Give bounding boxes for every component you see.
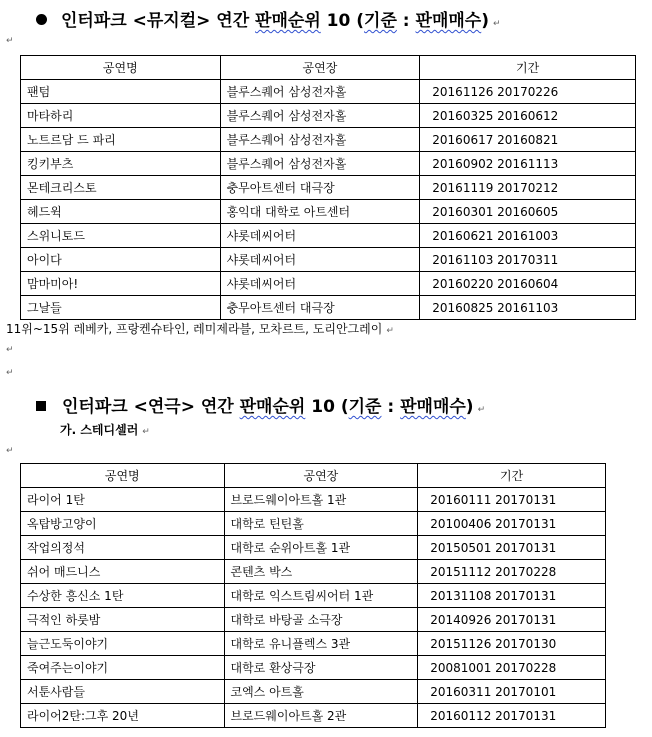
paragraph-mark-icon: ↵ (6, 368, 14, 378)
show-name-cell: 킹키부츠 (21, 152, 221, 176)
table-row (21, 656, 606, 680)
venue-cell: 샤롯데씨어터 (220, 272, 420, 296)
table-header-row (21, 56, 636, 80)
show-name-cell: 늘근도둑이야기 (21, 632, 225, 656)
venue-cell: 블루스퀘어 삼성전자홀 (220, 80, 420, 104)
show-name-cell: 작업의정석 (21, 536, 225, 560)
venue-cell: 충무아트센터 대극장 (220, 176, 420, 200)
play-ranking-table (20, 463, 606, 728)
venue-cell: 샤롯데씨어터 (220, 224, 420, 248)
paragraph-mark-icon: ↵ (142, 427, 150, 437)
title-underlined-text: 판매순위 (255, 11, 321, 31)
venue-cell: 대학로 익스트림씨어터 1관 (224, 584, 418, 608)
table-row (21, 296, 636, 320)
title-criteria-label: 기준 (364, 11, 397, 31)
period-cell: 20161119 20170212 (420, 176, 636, 200)
column-header: 공연장 (220, 56, 420, 80)
show-name-cell: 수상한 흥신소 1탄 (21, 584, 225, 608)
title-text: ) (481, 11, 489, 31)
show-name-cell: 쉬어 매드니스 (21, 560, 225, 584)
table-row (21, 704, 606, 728)
period-cell: 20161103 20170311 (420, 248, 636, 272)
venue-cell: 대학로 틴틴홀 (224, 512, 418, 536)
period-cell: 20160902 20161113 (420, 152, 636, 176)
venue-cell: 블루스퀘어 삼성전자홀 (220, 128, 420, 152)
column-header: 기간 (420, 56, 636, 80)
table-row (21, 488, 606, 512)
table-row (21, 224, 636, 248)
title-text: : (396, 11, 416, 31)
show-name-cell: 서툰사람들 (21, 680, 225, 704)
play-section-title (36, 392, 485, 417)
show-name-cell: 죽여주는이야기 (21, 656, 225, 680)
show-name-cell: 그날들 (21, 296, 221, 320)
table-row (21, 80, 636, 104)
paragraph-mark-icon: ↵ (6, 36, 14, 46)
period-cell: 20150501 20170131 (418, 536, 606, 560)
table-row (21, 512, 606, 536)
show-name-cell: 라이어 1탄 (21, 488, 225, 512)
table-row (21, 176, 636, 200)
period-cell: 20140926 20170131 (418, 608, 606, 632)
table-row (21, 152, 636, 176)
period-cell: 20160220 20160604 (420, 272, 636, 296)
period-cell: 20100406 20170131 (418, 512, 606, 536)
period-cell: 20160621 20161003 (420, 224, 636, 248)
venue-cell: 코엑스 아트홀 (224, 680, 418, 704)
show-name-cell: 마타하리 (21, 104, 221, 128)
table-row (21, 128, 636, 152)
title-text: 인터파크 <연극> 연간 (62, 397, 240, 417)
show-name-cell: 스위니토드 (21, 224, 221, 248)
show-name-cell: 팬텀 (21, 80, 221, 104)
show-name-cell: 아이다 (21, 248, 221, 272)
table-row (21, 560, 606, 584)
title-criteria-value: 판매매수 (400, 397, 466, 417)
column-header: 공연명 (21, 56, 221, 80)
musical-section-title (36, 6, 501, 31)
title-criteria-value: 판매매수 (415, 11, 482, 31)
venue-cell: 대학로 순위아트홀 1관 (224, 536, 418, 560)
venue-cell: 충무아트센터 대극장 (220, 296, 420, 320)
venue-cell: 콘텐츠 박스 (224, 560, 418, 584)
title-text: ) (465, 397, 474, 417)
period-cell: 20160825 20161103 (420, 296, 636, 320)
musical-rank-11-15-note (6, 320, 394, 337)
title-text: 인터파크 <뮤지컬> 연간 (61, 11, 256, 31)
table-row (21, 248, 636, 272)
table-row (21, 608, 606, 632)
column-header: 공연장 (224, 464, 418, 488)
paragraph-mark-icon: ↵ (6, 345, 14, 355)
table-row (21, 584, 606, 608)
table-row (21, 680, 606, 704)
table-row (21, 536, 606, 560)
period-cell: 20151112 20170228 (418, 560, 606, 584)
venue-cell: 대학로 환상극장 (224, 656, 418, 680)
bullet-square-icon (36, 401, 46, 411)
paragraph-mark-icon: ↵ (6, 446, 14, 456)
show-name-cell: 맘마미아! (21, 272, 221, 296)
subheading-text: 가. 스테디셀러 (60, 423, 139, 437)
show-name-cell: 몬테크리스토 (21, 176, 221, 200)
paragraph-mark-icon: ↵ (493, 19, 501, 29)
table-row (21, 104, 636, 128)
note-text: 11위~15위 레베카, 프랑켄슈타인, 레미제라블, 모차르트, 도리안그레이 (6, 322, 383, 336)
period-cell: 20160301 20160605 (420, 200, 636, 224)
venue-cell: 블루스퀘어 삼성전자홀 (220, 104, 420, 128)
table-row (21, 200, 636, 224)
musical-ranking-table (20, 55, 636, 320)
paragraph-mark-icon: ↵ (386, 326, 394, 336)
venue-cell: 홍익대 대학로 아트센터 (220, 200, 420, 224)
venue-cell: 대학로 바탕골 소극장 (224, 608, 418, 632)
period-cell: 20160112 20170131 (418, 704, 606, 728)
period-cell: 20160325 20160612 (420, 104, 636, 128)
show-name-cell: 옥탑방고양이 (21, 512, 225, 536)
venue-cell: 샤롯데씨어터 (220, 248, 420, 272)
bullet-circle-icon (36, 14, 47, 25)
title-text: : (381, 397, 401, 417)
venue-cell: 브로드웨이아트홀 2관 (224, 704, 418, 728)
venue-cell: 대학로 유니플렉스 3관 (224, 632, 418, 656)
period-cell: 20081001 20170228 (418, 656, 606, 680)
table-row (21, 632, 606, 656)
column-header: 기간 (418, 464, 606, 488)
period-cell: 20160617 20160821 (420, 128, 636, 152)
steady-seller-subheading (60, 421, 150, 438)
title-text: 10 ( (320, 11, 365, 31)
show-name-cell: 극적인 하룻밤 (21, 608, 225, 632)
table-row (21, 272, 636, 296)
show-name-cell: 라이어2탄:그후 20년 (21, 704, 225, 728)
show-name-cell: 헤드윅 (21, 200, 221, 224)
table-header-row (21, 464, 606, 488)
period-cell: 20160111 20170131 (418, 488, 606, 512)
period-cell: 20161126 20170226 (420, 80, 636, 104)
paragraph-mark-icon: ↵ (477, 405, 486, 415)
title-text: 10 ( (305, 397, 349, 417)
venue-cell: 브로드웨이아트홀 1관 (224, 488, 418, 512)
period-cell: 20160311 20170101 (418, 680, 606, 704)
title-criteria-label: 기준 (348, 397, 382, 417)
show-name-cell: 노트르담 드 파리 (21, 128, 221, 152)
column-header: 공연명 (21, 464, 225, 488)
venue-cell: 블루스퀘어 삼성전자홀 (220, 152, 420, 176)
period-cell: 20131108 20170131 (418, 584, 606, 608)
title-underlined-text: 판매순위 (239, 397, 306, 417)
period-cell: 20151126 20170130 (418, 632, 606, 656)
